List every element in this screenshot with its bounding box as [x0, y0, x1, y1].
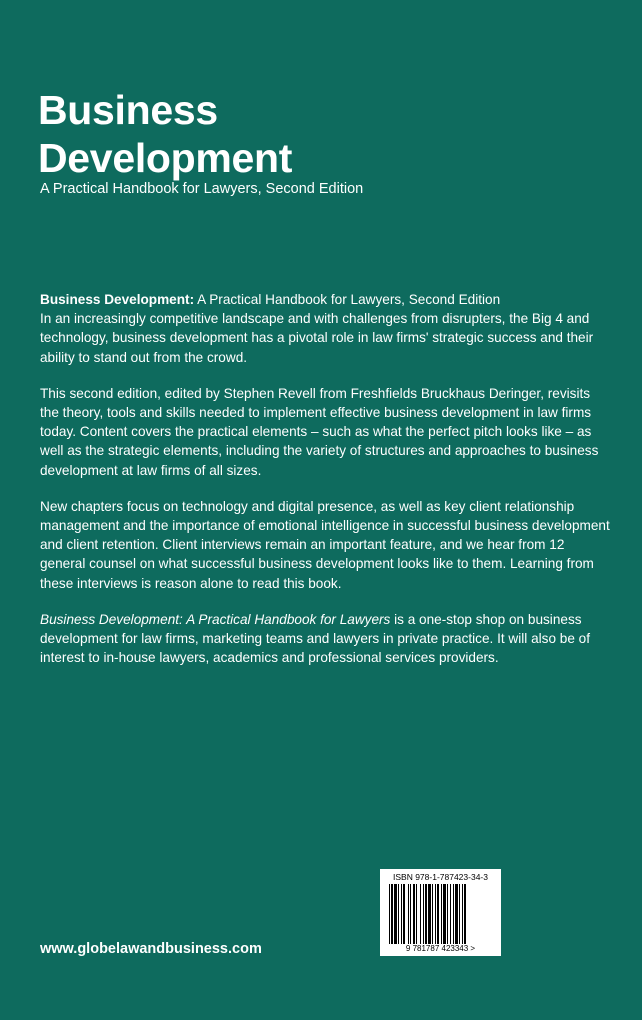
blurb-book-title-italic: Business Development: A Practical Handbook for Lawyers — [40, 611, 391, 627]
barcode-bar — [447, 884, 448, 944]
isbn-barcode — [380, 869, 501, 956]
book-title — [38, 86, 292, 182]
publisher-website[interactable]: www.globelawandbusiness.com — [40, 941, 262, 957]
barcode-bar — [398, 884, 399, 944]
barcode-bar — [462, 884, 463, 944]
blurb-closing-text: is a one-stop shop on business development for law firms, marketing teams and lawyers in private practice. It will also be of interest to in-house lawyers, academics and professional services providers. — [40, 611, 591, 666]
barcode-bar — [403, 884, 405, 944]
book-subtitle: A Practical Handbook for Lawyers, Second Edition — [40, 181, 364, 197]
blurb-paragraph-2: This second edition, edited by Stephen Revell from Freshfields Bruckhaus Deringer, revisits the theory, tools and skills needed to implement effective business development in law firms today. Content covers the practical elements – such as what the perfect pitch looks like – as well as the strategic elements, including the variety of structures and approaches to business development at law firms of all sizes. — [40, 385, 599, 478]
title-line-1: Business — [38, 87, 218, 133]
barcode-bar — [391, 884, 393, 944]
blurb-title-rest: A Practical Handbook for Lawyers, Second Edition — [194, 292, 501, 307]
barcode-bar — [455, 884, 458, 944]
barcode-bar — [464, 884, 466, 944]
barcode-bar — [413, 884, 415, 944]
barcode-icon — [387, 884, 495, 944]
barcode-bar — [428, 884, 431, 944]
barcode-bar — [432, 884, 433, 944]
barcode-bar — [435, 884, 436, 944]
blurb-paragraph-4 — [40, 610, 610, 668]
blurb-paragraph-3: New chapters focus on technology and digital presence, as well as key client relationship management and the importance of emotional intelligence in successful business development and client retention. Client interviews remain an important feature, and we hear from 12 general counsel on what successful business development looks like to them. Learning from these interviews is reason alone to read this book. — [40, 498, 610, 591]
barcode-bar — [437, 884, 439, 944]
barcode-bar — [423, 884, 424, 944]
barcode-digits: 9 781787 423343 > — [384, 944, 497, 953]
barcode-bar — [420, 884, 421, 944]
blurb-title-bold: Business Development: — [40, 292, 195, 307]
barcode-bar — [389, 884, 390, 944]
barcode-bar — [459, 884, 460, 944]
barcode-bar — [441, 884, 442, 944]
barcode-bar — [416, 884, 417, 944]
barcode-bar — [453, 884, 454, 944]
barcode-bar — [443, 884, 446, 944]
barcode-bar — [401, 884, 402, 944]
barcode-bar — [394, 884, 397, 944]
barcode-bar — [410, 884, 411, 944]
title-line-2: Development — [38, 135, 293, 181]
blurb-paragraph-1 — [40, 290, 610, 367]
blurb-intro-text: In an increasingly competitive landscape and with challenges from disrupters, the Big 4 and technology, business development has a pivotal role in law firms' strategic success and their ability to stand out from the crowd. — [40, 311, 594, 365]
isbn-label: ISBN 978-1-787423-34-3 — [393, 872, 488, 882]
barcode-bar — [450, 884, 451, 944]
barcode-bar — [408, 884, 409, 944]
back-cover-blurb — [40, 290, 610, 684]
barcode-bar — [425, 884, 427, 944]
